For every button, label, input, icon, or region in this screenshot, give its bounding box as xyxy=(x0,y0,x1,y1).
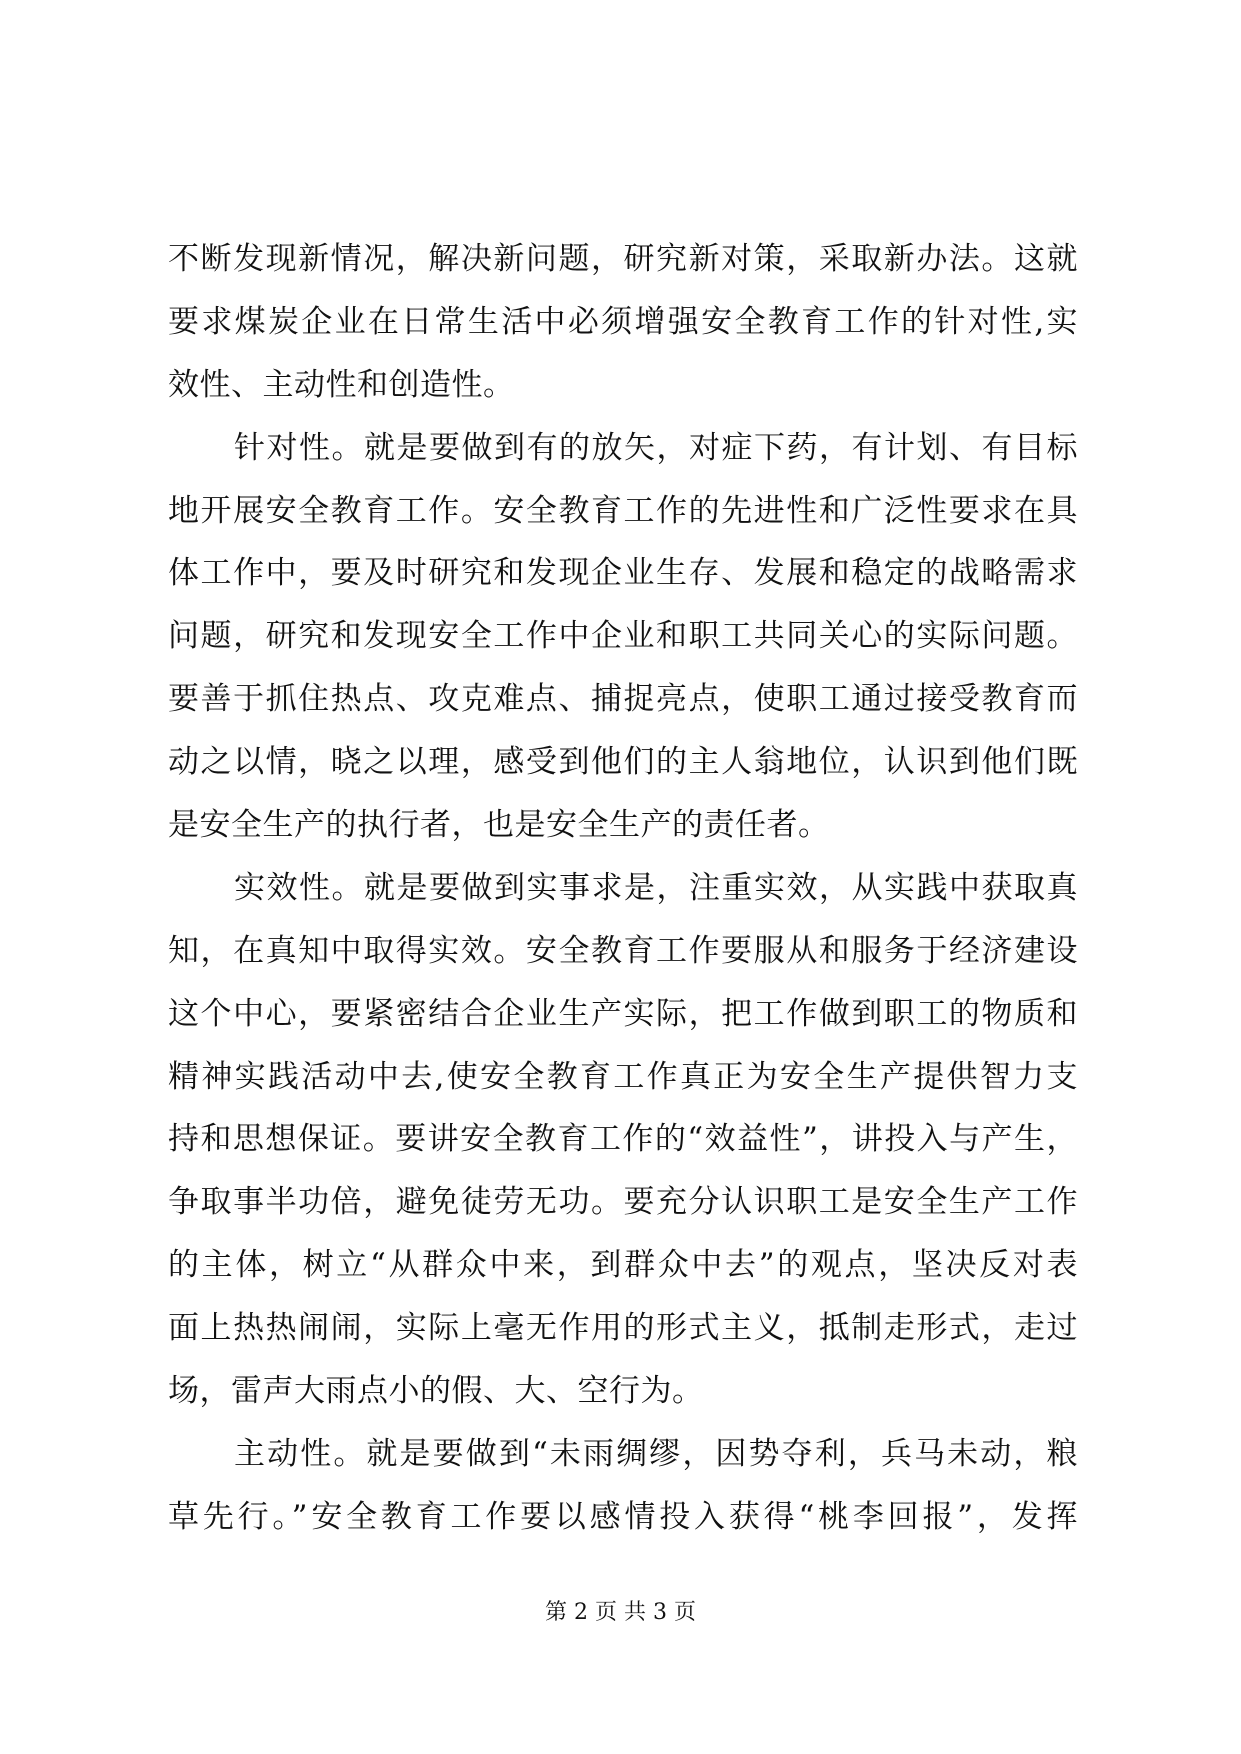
document-body xyxy=(168,228,1078,1549)
page-footer: 第 2 页 共 3 页 xyxy=(545,1600,696,1625)
text-line: 动之以情，晓之以理，感受到他们的主人翁地位，认识到他们既 xyxy=(168,744,1078,781)
text-line: 体工作中，要及时研究和发现企业生存、发展和稳定的战略需求 xyxy=(168,555,1078,592)
text-line: 地开展安全教育工作。安全教育工作的先进性和广泛性要求在具 xyxy=(168,492,1078,529)
text-line: 知，在真知中取得实效。安全教育工作要服从和服务于经济建设 xyxy=(168,932,1078,969)
text-line: 精神实践活动中去,使安全教育工作真正为安全生产提供智力支 xyxy=(168,1058,1078,1095)
text-line: 问题，研究和发现安全工作中企业和职工共同关心的实际问题。 xyxy=(168,618,1078,655)
paragraph-first-line: 针对性。就是要做到有的放矢，对症下药，有计划、有目标 xyxy=(234,429,1078,466)
text-line: 要善于抓住热点、攻克难点、捕捉亮点，使职工通过接受教育而 xyxy=(168,681,1078,718)
paragraph-first-line: 实效性。就是要做到实事求是，注重实效，从实践中获取真 xyxy=(234,869,1078,906)
text-line: 效性、主动性和创造性。 xyxy=(168,366,515,403)
text-line: 不断发现新情况，解决新问题，研究新对策，采取新办法。这就 xyxy=(168,241,1078,277)
text-line: 是安全生产的执行者，也是安全生产的责任者。 xyxy=(168,807,830,844)
text-line: 要求煤炭企业在日常生活中必须增强安全教育工作的针对性,实 xyxy=(168,303,1078,340)
text-line: 争取事半功倍，避免徒劳无功。要充分认识职工是安全生产工作 xyxy=(168,1184,1078,1221)
text-line: 场，雷声大雨点小的假、大、空行为。 xyxy=(168,1373,704,1410)
paragraph-first-line: 主动性。就是要做到“未雨绸缪，因势夺利，兵马未动，粮 xyxy=(234,1435,1078,1472)
text-line: 持和思想保证。要讲安全教育工作的“效益性”，讲投入与产生， xyxy=(168,1121,1078,1158)
text-line: 这个中心，要紧密结合企业生产实际，把工作做到职工的物质和 xyxy=(168,995,1078,1032)
text-line: 草先行。”安全教育工作要以感情投入获得“桃李回报”，发挥 xyxy=(168,1498,1078,1535)
text-line: 的主体，树立“从群众中来，到群众中去”的观点，坚决反对表 xyxy=(168,1247,1078,1284)
text-line: 面上热热闹闹，实际上毫无作用的形式主义，抵制走形式，走过 xyxy=(168,1310,1078,1347)
